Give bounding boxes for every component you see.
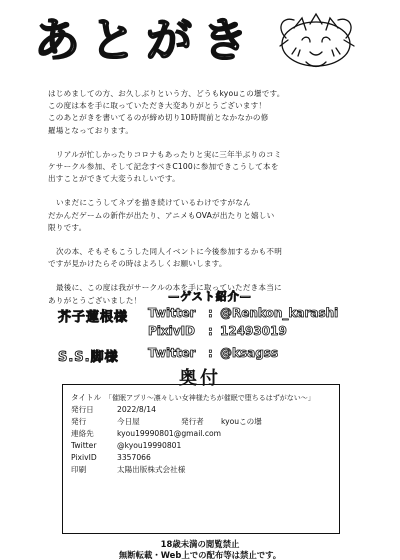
colophon-value: 2022/8/14 (117, 405, 156, 414)
guest-name: 芥子蓮根様 (58, 310, 129, 325)
guest-entry (58, 346, 378, 366)
afterword-line: リアルが忙しかったりコロナもあったりと実に三年半ぶりのコミ (56, 149, 282, 159)
colophon-key: 連絡先 (71, 429, 94, 438)
guest-pixiv-id: 12493019 (220, 324, 287, 338)
colophon-key: 発行 (71, 417, 87, 426)
afterword-header (34, 8, 374, 78)
afterword-line: 羅場となっております。 (48, 125, 134, 135)
guest-twitter-handle: @ksagss (220, 346, 279, 360)
colophon-value: 今日屋 (117, 417, 140, 426)
colophon-key: 発行日 (71, 405, 94, 414)
colophon-key: 印刷 (71, 465, 87, 474)
afterword-line: はじめましての方、お久しぶりという方、どうもkyouこの壜です。 (48, 89, 285, 98)
separator-colon: : (208, 306, 213, 320)
guest-name: S.S.脚様 (58, 350, 119, 365)
colophon-value: 3357066 (117, 453, 151, 462)
colophon-value: 「催眠アプリ〜凛々しい女神様たちが催眠で堕ちるはずがない〜」 (105, 394, 315, 402)
colophon-value: 太陽出版株式会社様 (117, 465, 186, 474)
guest-twitter-label: Twitter (148, 346, 196, 360)
colophon-key: PixivID (71, 453, 97, 462)
guest-heading: —ゲスト紹介— (168, 290, 252, 303)
afterword-line: ですが見かけたらその時はよろしくお願いします。 (48, 259, 227, 269)
guest-pixiv-label: PixivID (148, 324, 196, 338)
redistribution-notice: 無断転載・Web上での配布等は禁止です。 (118, 550, 282, 560)
afterword-line: 最後に、この度は我がサークルの本を手に取っていただき本当に (56, 283, 282, 293)
guest-entry-pixiv (58, 324, 378, 344)
afterword-line: ありがとうございました！ (48, 295, 142, 305)
colophon-value: kyouこの壜 (221, 417, 262, 426)
guest-twitter-label: Twitter (148, 306, 196, 320)
afterword-line: 次の本、そもそもこうした同人イベントに今後参加するかも不明 (56, 247, 283, 257)
colophon-key: タイトル (71, 393, 102, 402)
chibi-character-doodle (266, 10, 366, 72)
guest-twitter-handle: @Renkon_karashi (220, 306, 339, 320)
guest-entry (58, 306, 378, 326)
afterword-body (48, 88, 368, 307)
afterword-line: いまだにこうしてネプを描き続けているわけですがなん (56, 198, 251, 208)
colophon-key: Twitter (71, 441, 97, 450)
separator-colon: : (208, 324, 213, 338)
afterword-title: あとがき (34, 13, 258, 67)
colophon-box (62, 384, 340, 534)
colophon-title: 奥付 (179, 368, 221, 389)
afterword-line: 限りです。 (48, 222, 87, 232)
afterword-line: この度は本を手に取っていただき大変ありがとうございます！ (48, 101, 267, 111)
colophon-key: 発行者 (181, 417, 204, 426)
afterword-line: だかんだゲームの新作が出たり、アニメもOVAが出たりと嬉しい (48, 210, 275, 220)
afterword-line: このあとがきを書いてるのが締め切り10時間前となかなかの修 (48, 113, 269, 123)
colophon-value: kyou19990801@gmail.com (117, 429, 222, 438)
afterword-line: ケサークル参加、そして記念すべきC100に参加できこうして本を (48, 162, 279, 172)
separator-colon: : (208, 346, 213, 360)
afterword-line: 出すことができて大変うれしいです。 (48, 174, 180, 184)
colophon-value: @kyou19990801 (117, 441, 182, 450)
age-restriction-notice: 18歳未満の閲覧禁止 (160, 539, 240, 549)
